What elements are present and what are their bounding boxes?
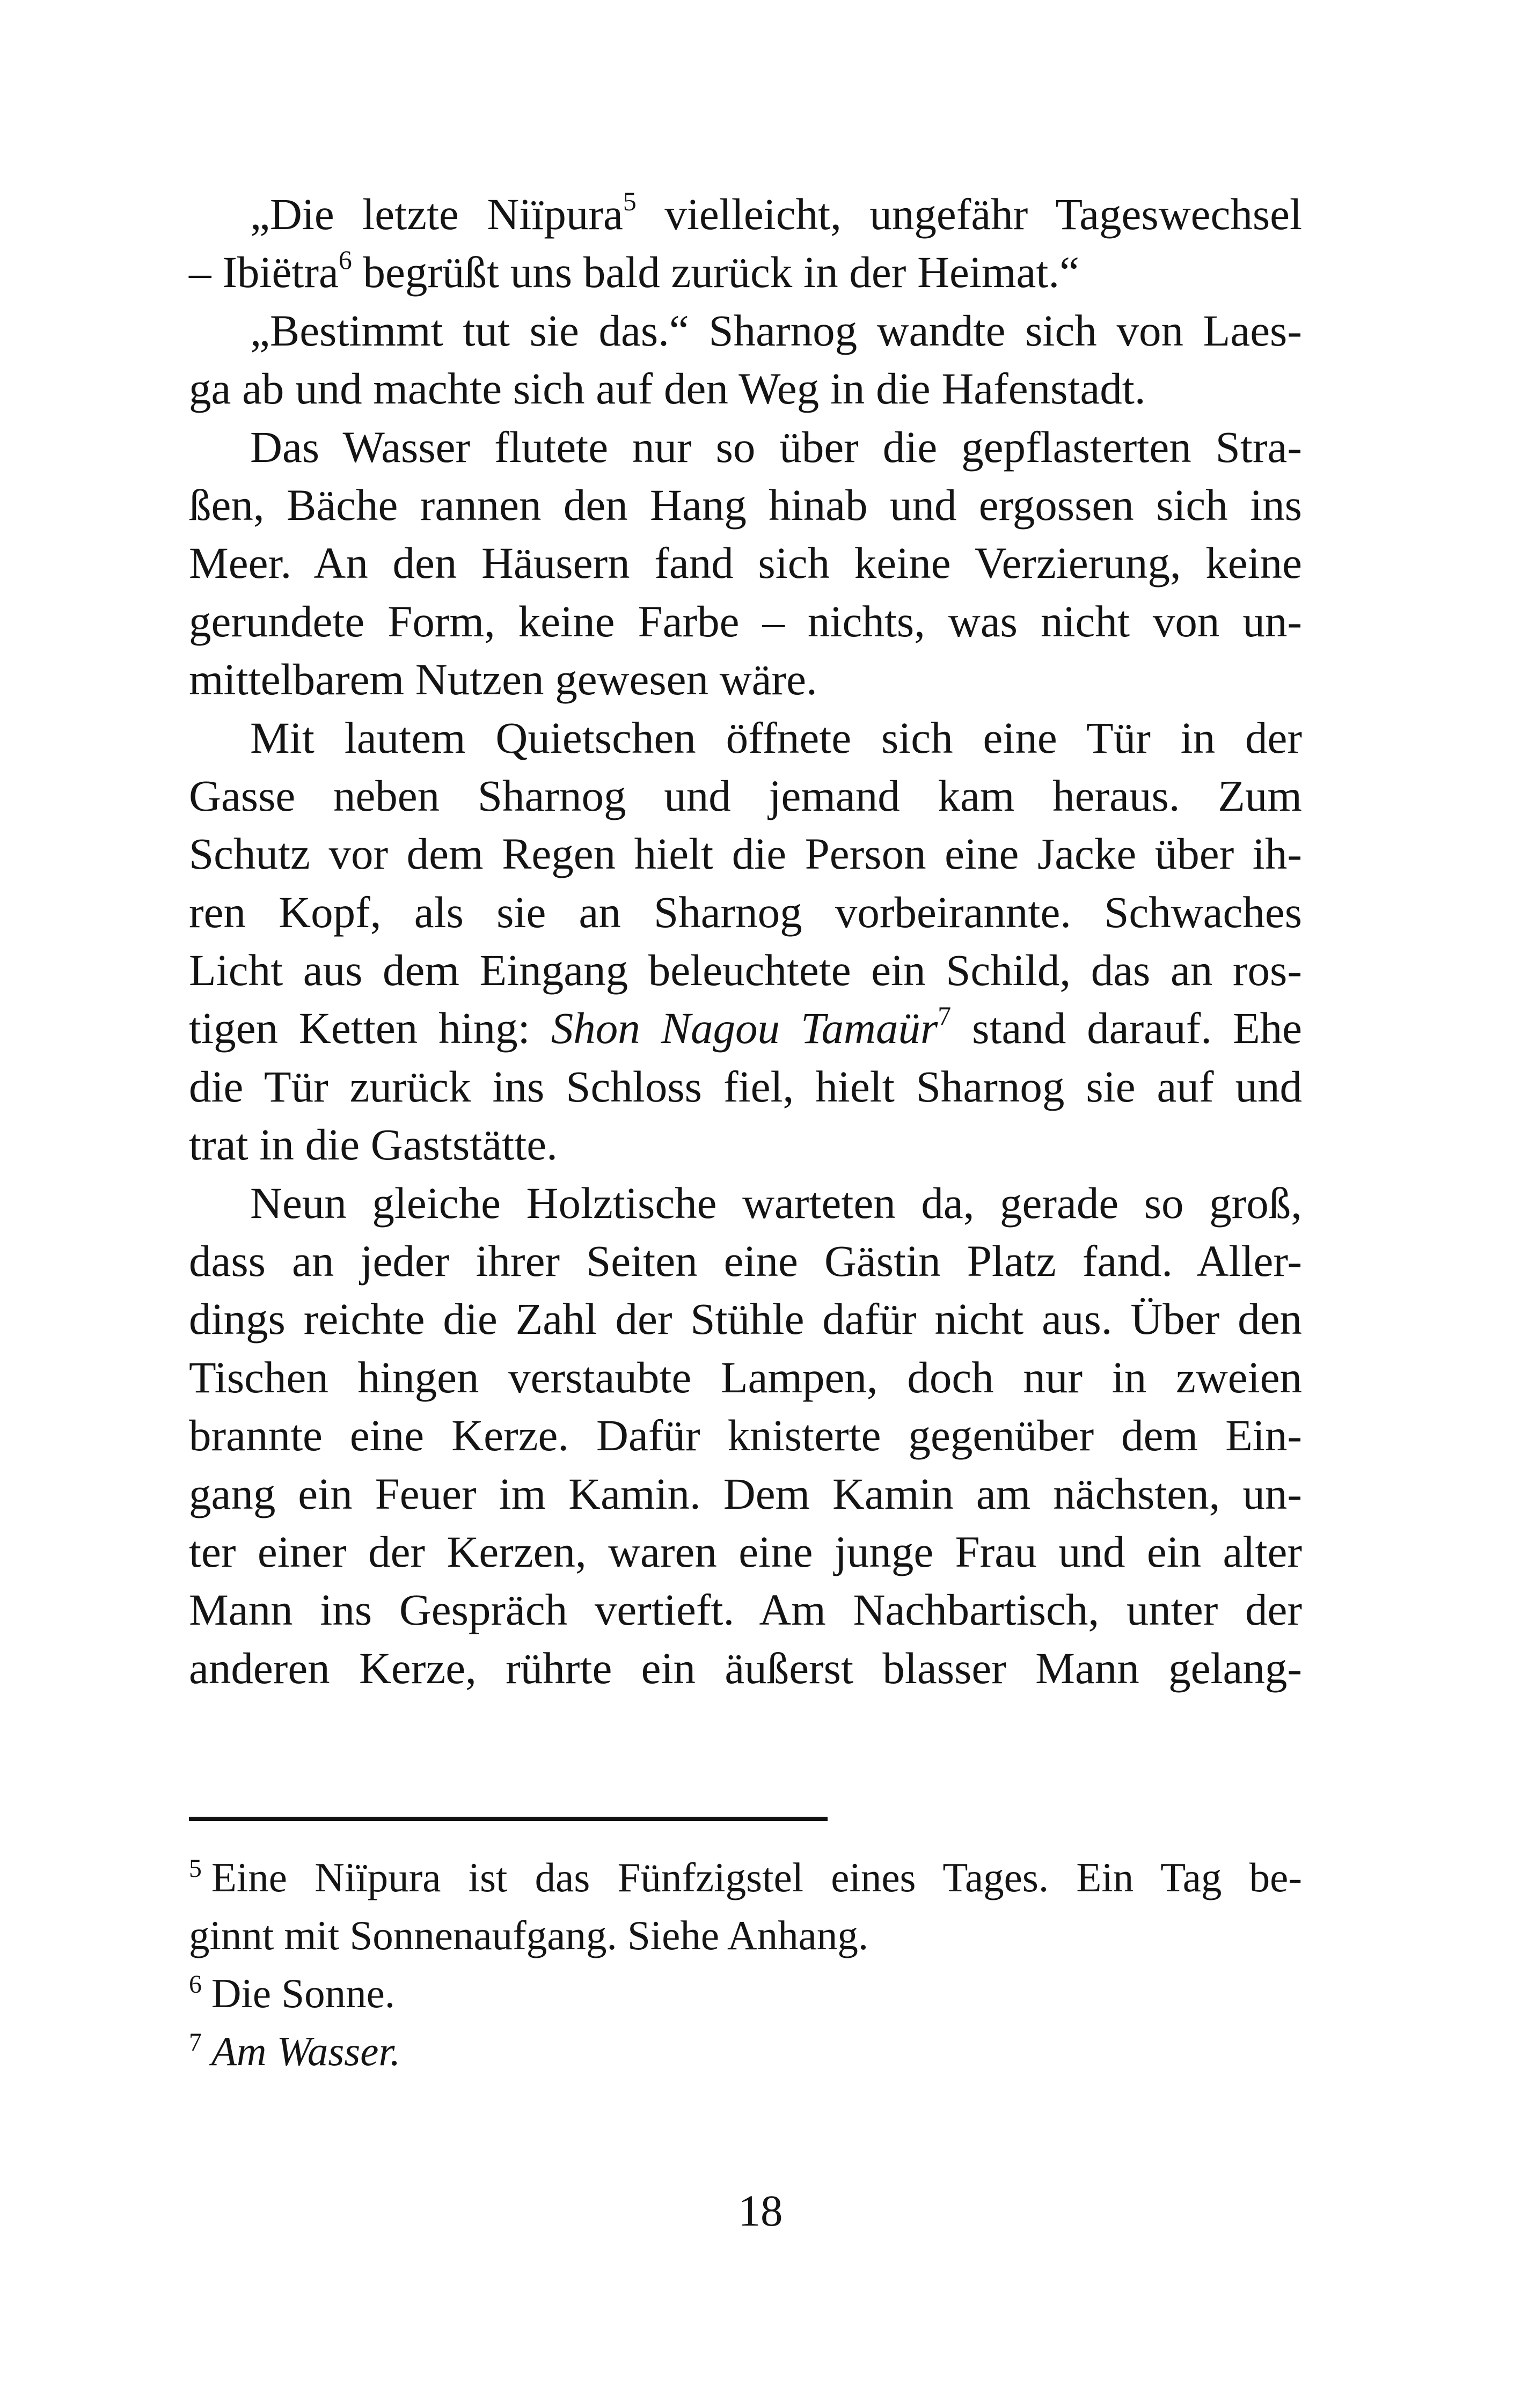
footnote-text: Am Wasser.: [211, 2028, 401, 2074]
text-line: Gasse neben Sharnog und jemand kam heraus. Zum: [189, 770, 1302, 820]
text-line: Mit lautem Quietschen öffnete sich eine Tür in der: [250, 713, 1302, 762]
text-line: Neun gleiche Holztische warteten da, gerade so groß,: [250, 1178, 1302, 1228]
text-line: trat in die Gaststätte.: [189, 1120, 558, 1170]
text-line: ter einer der Kerzen, waren eine junge Frau und ein alter: [189, 1526, 1302, 1576]
text-line: ga ab und machte sich auf den Weg in die Hafenstadt.: [189, 364, 1146, 414]
text-run: begrüßt uns bald zurück in der Heimat.“: [363, 247, 1079, 297]
text-line: Das Wasser flutete nur so über die gepflasterten Stra-: [250, 422, 1302, 472]
text-line: „Bestimmt tut sie das.“ Sharnog wandte sich von Laes-: [250, 305, 1302, 355]
text-run: stand darauf. Ehe: [972, 1003, 1303, 1053]
footnote-divider: [189, 1817, 828, 1821]
text-line: Schutz vor dem Regen hielt die Person eine Jacke über ih-: [189, 829, 1302, 879]
footnote-text: Eine Niïpura ist das Fünfzigstel eines Tages. Ein Tag be-: [211, 1854, 1302, 1900]
text-line: anderen Kerze, rührte ein äußerst blasser Mann gelang-: [189, 1643, 1302, 1693]
text-line: die Tür zurück ins Schloss fiel, hielt Sharnog sie auf und: [189, 1061, 1302, 1111]
text-line: mittelbarem Nutzen gewesen wäre.: [189, 655, 817, 704]
text-line: Licht aus dem Eingang beleuchtete ein Schild, das an ros-: [189, 945, 1302, 995]
text-run: vielleicht, ungefähr Tageswechsel: [664, 189, 1303, 239]
text-line: dings reichte die Zahl der Stühle dafür nicht aus. Über den: [189, 1294, 1302, 1344]
footnote-mark: 7: [189, 2028, 202, 2057]
text-line: dass an jeder ihrer Seiten eine Gästin Platz fand. Aller-: [189, 1236, 1302, 1286]
footnote-mark: 5: [189, 1854, 202, 1883]
text-line: [189, 243, 1302, 301]
footnote-5: [189, 1848, 1302, 1906]
footnote-6: [189, 1964, 1302, 2022]
text-line: Mann ins Gespräch vertieft. Am Nachbartisch, unter der: [189, 1585, 1302, 1635]
footnote-5-cont: ginnt mit Sonnenaufgang. Siehe Anhang.: [189, 1912, 869, 1958]
text-line: Meer. An den Häusern fand sich keine Verzierung, keine: [189, 538, 1302, 588]
footnote-7: [189, 2022, 1302, 2080]
footnote-ref[interactable]: 5: [623, 187, 637, 217]
footnote-text: Die Sonne.: [211, 1970, 396, 2016]
footnote-ref[interactable]: 6: [338, 245, 352, 275]
footnotes: [189, 1848, 1302, 2080]
inn-name: Shon Nagou Tamaür: [551, 1003, 938, 1053]
text-line: brannte eine Kerze. Dafür knisterte gegenüber dem Ein-: [189, 1411, 1302, 1460]
text-line: ßen, Bäche rannen den Hang hinab und ergossen sich ins: [189, 480, 1302, 530]
page-number: 18: [738, 2186, 783, 2235]
text-run: „Die letzte Niïpura: [250, 189, 623, 239]
text-line: gerundete Form, keine Farbe – nichts, was nicht von un-: [189, 596, 1302, 646]
body-text: [189, 185, 1302, 1697]
footnote-mark: 6: [189, 1970, 202, 1999]
text-run: – Ibiëtra: [189, 247, 339, 297]
text-run: tigen Ketten hing:: [189, 1003, 530, 1053]
text-line: gang ein Feuer im Kamin. Dem Kamin am nächsten, un-: [189, 1469, 1302, 1518]
footnote-ref[interactable]: 7: [938, 1001, 952, 1031]
text-line: [189, 185, 1302, 243]
text-line: [189, 999, 1302, 1057]
text-line: Tischen hingen verstaubte Lampen, doch nur in zweien: [189, 1352, 1302, 1402]
text-line: ren Kopf, als sie an Sharnog vorbeirannte. Schwaches: [189, 887, 1302, 937]
